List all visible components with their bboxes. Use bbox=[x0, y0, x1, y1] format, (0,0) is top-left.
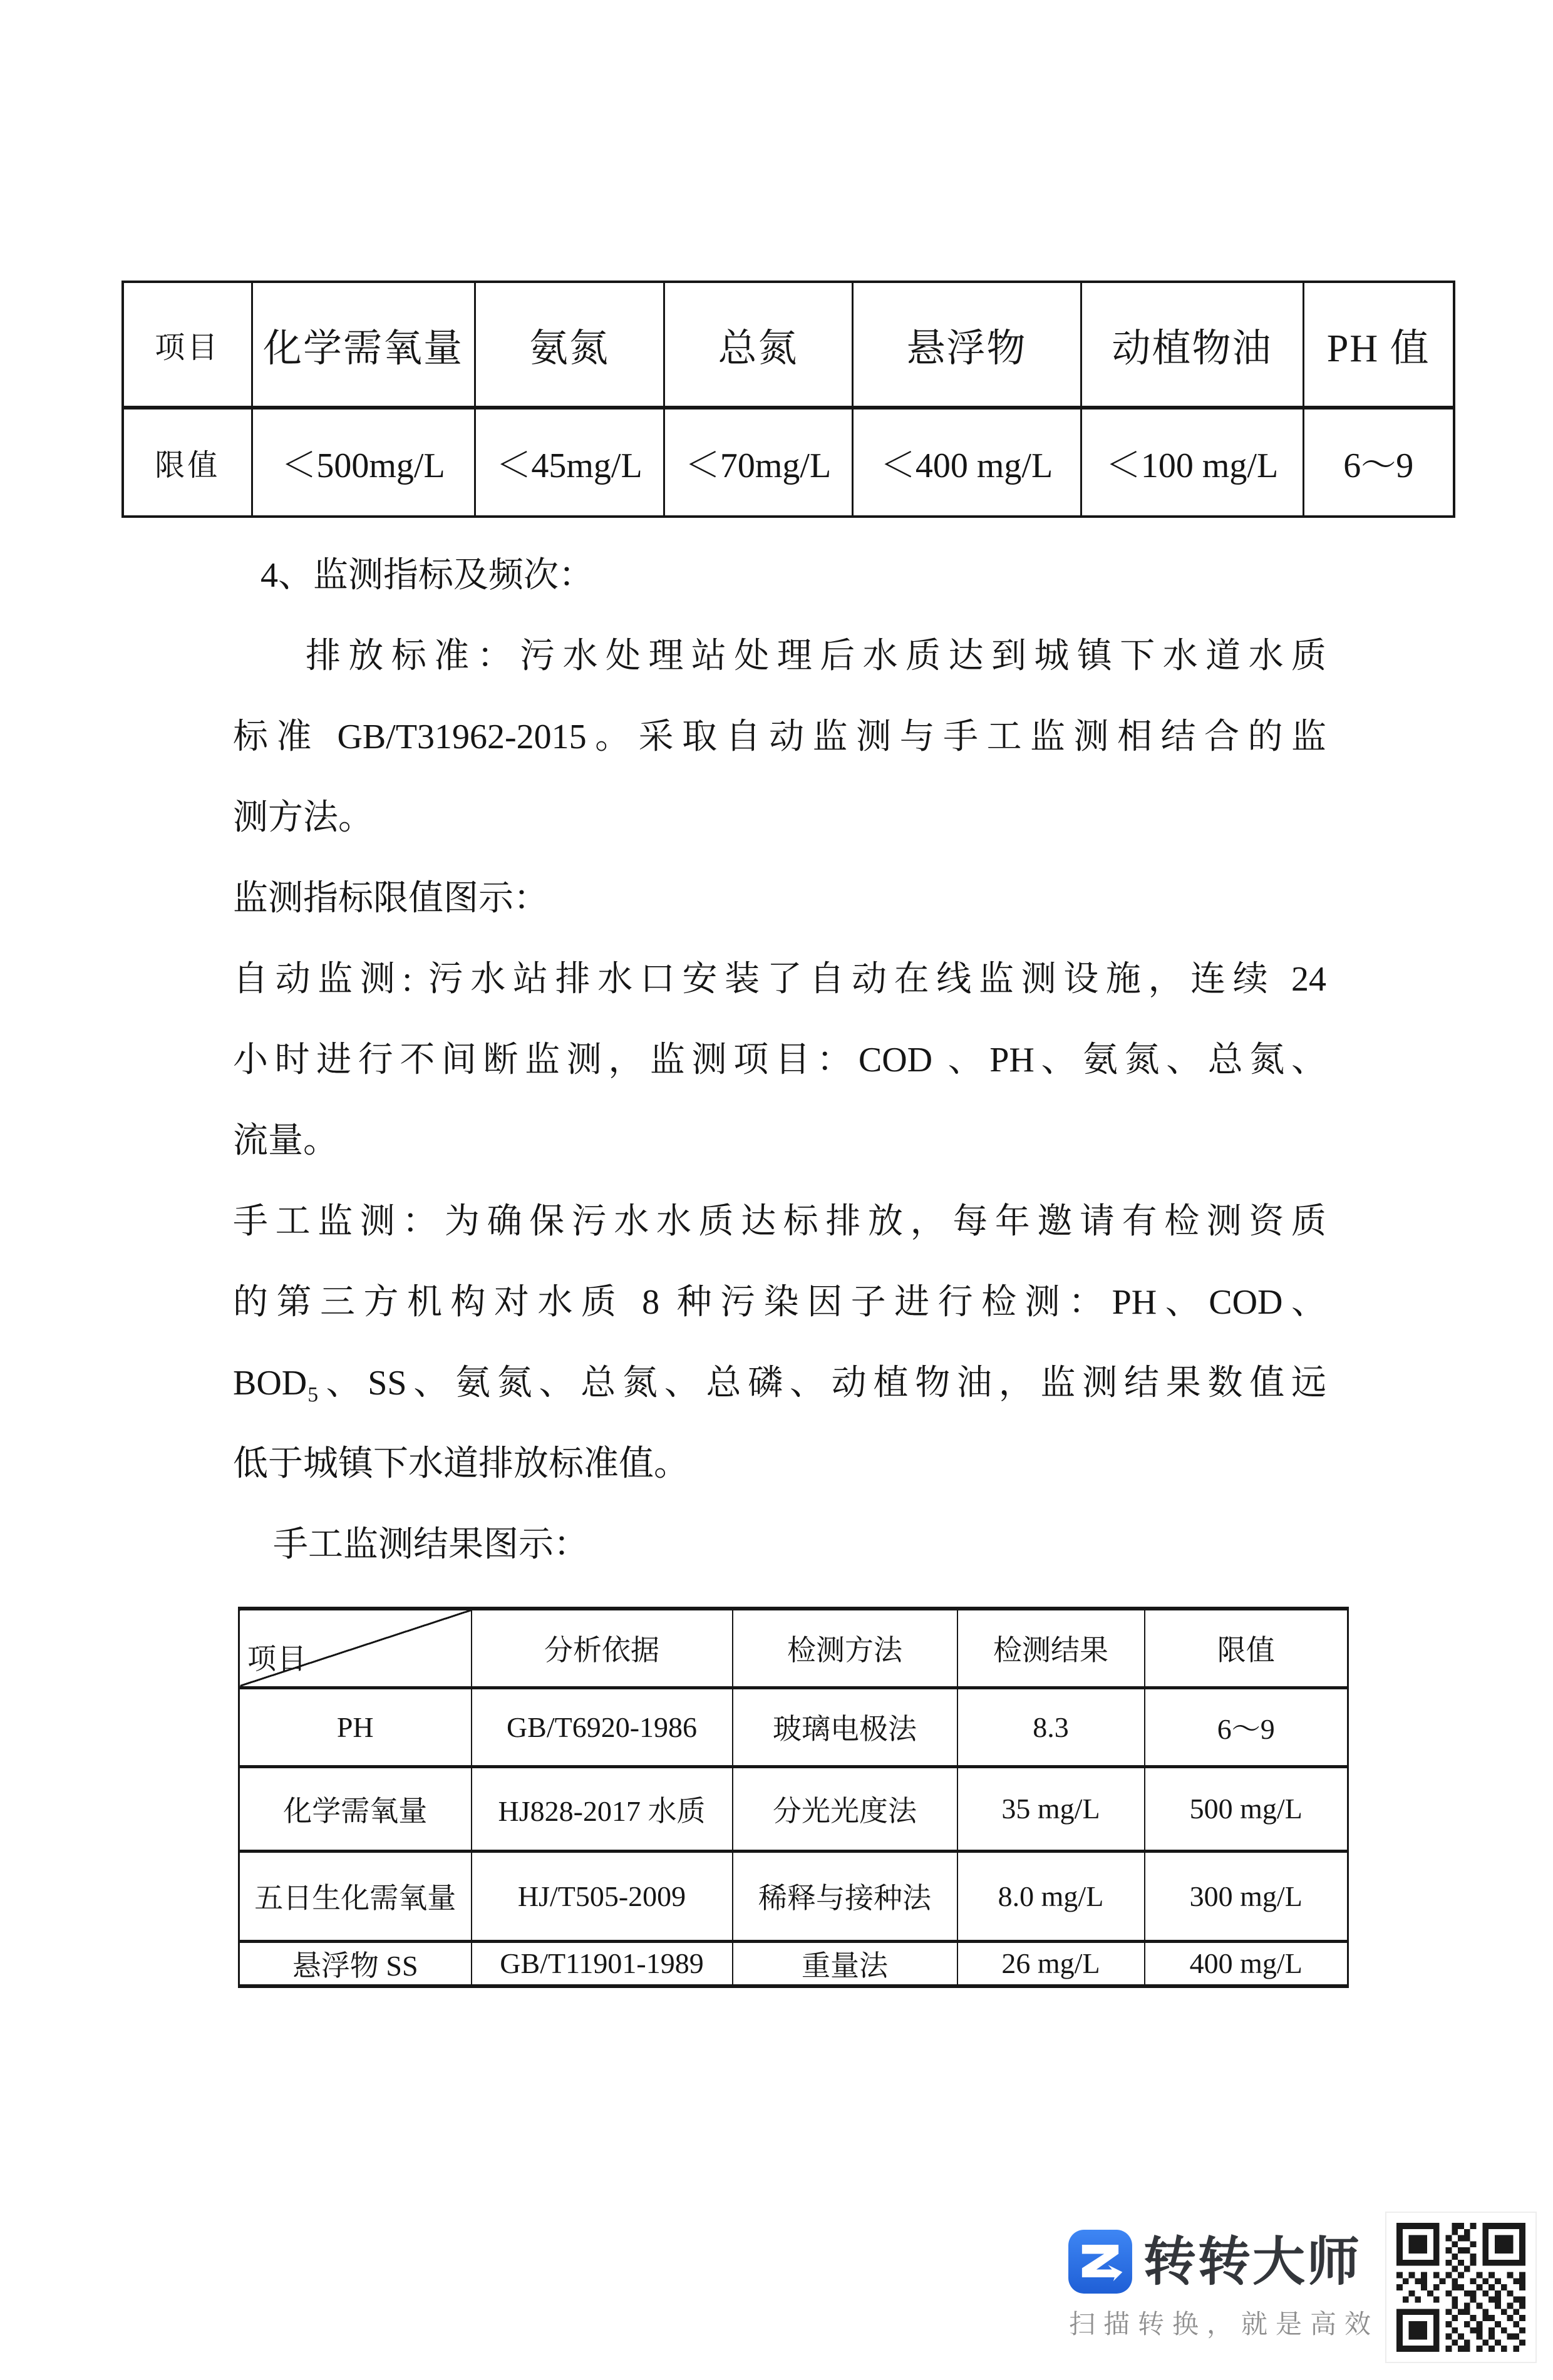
body-text-line: 的第三方机构对水质 8 种污染因子进行检测：PH、COD、 bbox=[233, 1283, 1326, 1322]
results-table-header-cell: 限值 bbox=[1145, 1609, 1348, 1687]
results-table-cell: 悬浮物 SS bbox=[239, 1941, 472, 1986]
results-table-cell: 五日生化需氧量 bbox=[239, 1851, 472, 1941]
table-row bbox=[239, 1851, 1348, 1941]
results-table-cell: 300 mg/L bbox=[1145, 1851, 1348, 1941]
results-table-cell: 8.0 mg/L bbox=[957, 1851, 1145, 1941]
results-table-cell: GB/T6920-1986 bbox=[472, 1687, 733, 1766]
results-table-cell: 分光光度法 bbox=[733, 1766, 957, 1851]
limits-table-header-cell: 化学需氧量 bbox=[252, 282, 475, 408]
body-text-line: BOD₅、SS、氨氮、总氮、总磷、动植物油，监测结果数值远 bbox=[233, 1364, 1326, 1403]
limits-table bbox=[121, 281, 1455, 518]
brand-tagline: 扫描转换，就是高效 bbox=[1069, 2309, 1380, 2339]
limits-table-row-label: 限值 bbox=[123, 408, 252, 517]
body-text-line: 4、监测指标及频次： bbox=[261, 556, 594, 595]
table-row bbox=[239, 1687, 1348, 1766]
limits-table-header-cell: 悬浮物 bbox=[852, 282, 1081, 408]
body-text-line: 手工监测：为确保污水水质达标排放，每年邀请有检测资质 bbox=[233, 1202, 1326, 1241]
brand-name: 转转大师 bbox=[1143, 2232, 1362, 2291]
qr-code-image bbox=[1396, 2223, 1525, 2352]
results-table-cell: 8.3 bbox=[957, 1687, 1145, 1766]
table-row bbox=[239, 1941, 1348, 1986]
results-table-header-row bbox=[239, 1609, 1348, 1687]
limits-table-header-cell: 氨氮 bbox=[475, 282, 664, 408]
results-table-cell: 重量法 bbox=[733, 1941, 957, 1986]
results-table-header-cell: 检测方法 bbox=[733, 1609, 957, 1687]
results-table-cell: HJ828-2017 水质 bbox=[472, 1766, 733, 1851]
results-table-cell: 400 mg/L bbox=[1145, 1941, 1348, 1986]
body-text-line: 监测指标限值图示： bbox=[233, 879, 549, 918]
results-table-cell: 26 mg/L bbox=[957, 1941, 1145, 1986]
body-text-line: 自动监测: 污水站排水口安装了自动在线监测设施，连续 24 bbox=[233, 960, 1326, 999]
qr-code-card bbox=[1385, 2212, 1537, 2363]
limits-table-value-cell: ＜70mg/L bbox=[664, 408, 852, 517]
body-text-line: 测方法。 bbox=[233, 798, 373, 837]
brand-logo-z-icon bbox=[1068, 2229, 1133, 2294]
results-table-cell: HJ/T505-2009 bbox=[472, 1851, 733, 1941]
results-table-cell: 玻璃电极法 bbox=[733, 1687, 957, 1766]
body-text-line: 流量。 bbox=[233, 1121, 338, 1160]
results-table-cell: 稀释与接种法 bbox=[733, 1851, 957, 1941]
results-table-cell: GB/T11901-1989 bbox=[472, 1941, 733, 1986]
corner-label: 项目 bbox=[247, 1642, 307, 1675]
limits-table-value-cell: ＜100 mg/L bbox=[1081, 408, 1303, 517]
limits-table-header-cell: 总氮 bbox=[664, 282, 852, 408]
body-text-line: 低于城镇下水道排放标准值。 bbox=[233, 1445, 689, 1483]
body-text-line: 排放标准：污水处理站处理后水质达到城镇下水道水质 bbox=[306, 637, 1326, 676]
limits-table-value-cell: ＜45mg/L bbox=[475, 408, 664, 517]
body-text-line: 手工监测结果图示： bbox=[273, 1525, 589, 1564]
limits-table-value-cell: ＜400 mg/L bbox=[852, 408, 1081, 517]
limits-table-header-cell: 项目 bbox=[123, 282, 252, 408]
results-table-cell: 35 mg/L bbox=[957, 1766, 1145, 1851]
body-text-line: 标准 GB/T31962-2015。采取自动监测与手工监测相结合的监 bbox=[233, 718, 1326, 756]
limits-table-value-cell: 6～9 bbox=[1303, 408, 1454, 517]
limits-table-header-row bbox=[123, 282, 1454, 408]
results-table bbox=[238, 1607, 1349, 1988]
limits-table-header-cell: PH 值 bbox=[1303, 282, 1454, 408]
results-table-cell: PH bbox=[239, 1687, 472, 1766]
body-text bbox=[233, 535, 1326, 1585]
limits-table-value-cell: ＜500mg/L bbox=[252, 408, 475, 517]
results-table-header-cell: 分析依据 bbox=[472, 1609, 733, 1687]
results-table-header-cell: 检测结果 bbox=[957, 1609, 1145, 1687]
body-text-line: 小时进行不间断监测，监测项目：COD 、PH、氨氮、总氮、 bbox=[233, 1041, 1326, 1079]
table-row bbox=[239, 1766, 1348, 1851]
results-table-cell: 6～9 bbox=[1145, 1687, 1348, 1766]
results-table-cell: 500 mg/L bbox=[1145, 1766, 1348, 1851]
limits-table-header-cell: 动植物油 bbox=[1081, 282, 1303, 408]
table-corner-cell bbox=[239, 1609, 472, 1687]
limits-table-value-row bbox=[123, 408, 1454, 517]
results-table-cell: 化学需氧量 bbox=[239, 1766, 472, 1851]
